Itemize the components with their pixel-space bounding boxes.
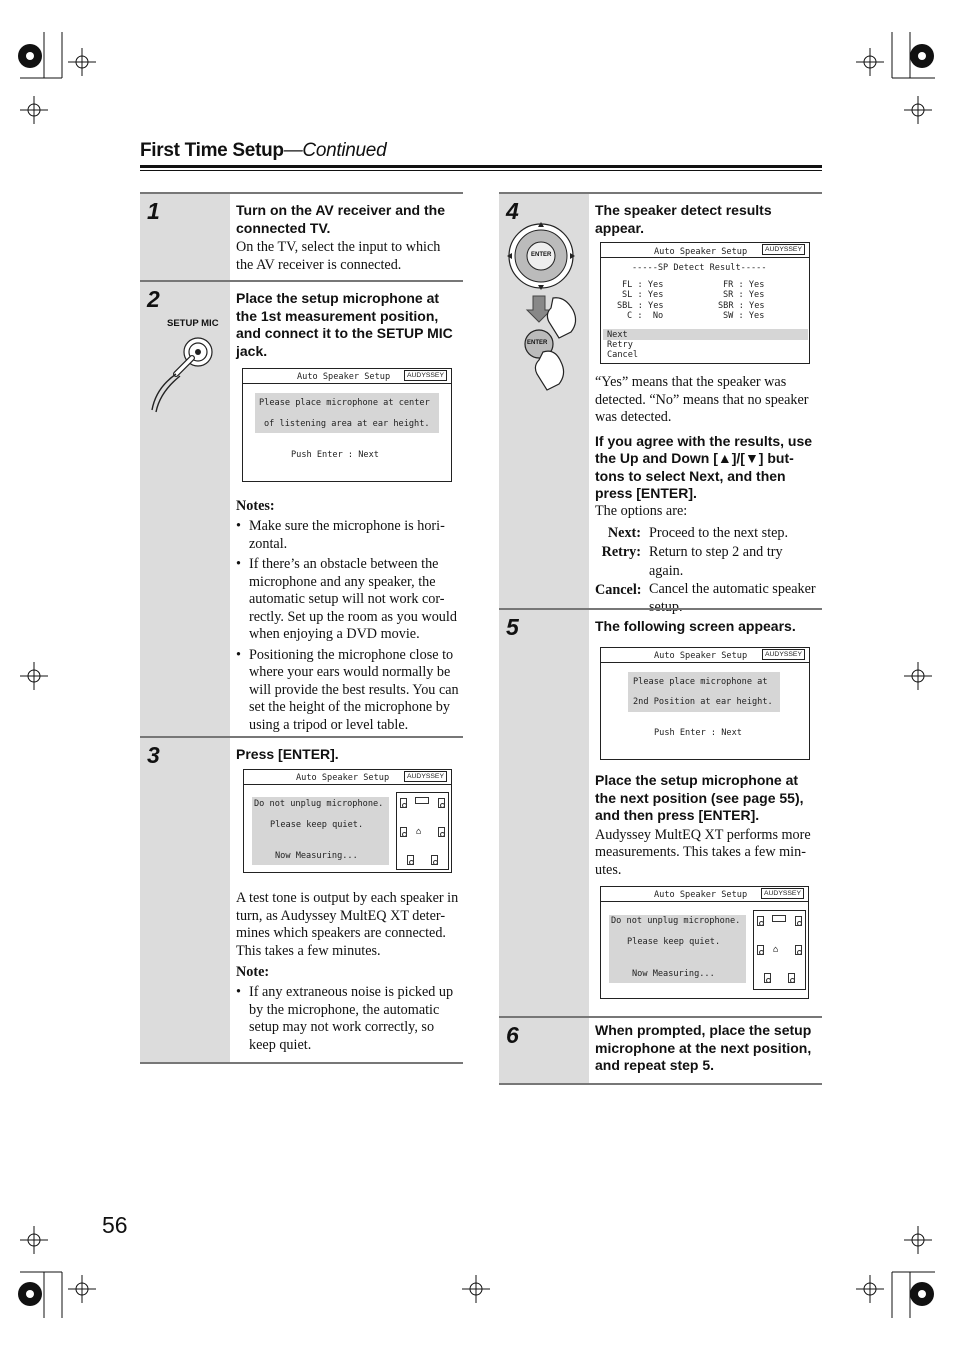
screen-line-1: Please place microphone at — [633, 677, 768, 687]
step-body: Audyssey MultEQ XT performs more measurements. This takes a few min-utes. — [595, 826, 811, 878]
list-item: • Positioning the microphone close to where your ears would normally be will provide the best results. You can set the height of the microphone by using a tripod or level table. — [236, 647, 461, 735]
screen-title: Auto Speaker Setup — [297, 372, 391, 382]
screen-line-2: of listening area at ear height. — [264, 419, 430, 429]
screen-title: Auto Speaker Setup — [296, 773, 390, 783]
step-5 — [499, 608, 822, 1018]
result-fl: FL : Yes — [622, 280, 664, 290]
tv-screen-place-mic — [242, 368, 452, 482]
result-sw: SW : Yes — [723, 311, 765, 321]
step-body: On the TV, select the input to which the AV receiver is connected. — [236, 239, 441, 273]
speaker-layout-icon: ⌂ — [753, 910, 806, 990]
screen-push-enter: Push Enter : Next — [654, 728, 742, 738]
list-item: • If there’s an obstacle between the microphone and any speaker, the automatic setup will not work cor-rectly. Set up the room as you would when enjoying a DVD movie. — [236, 556, 461, 644]
step-number: 4 — [506, 198, 519, 224]
step-body: A test tone is output by each speaker in turn, as Audyssey MultEQ XT deter-mines which speakers are connected. This takes a few minutes. — [236, 890, 459, 959]
screen-line-1: Please place microphone at center — [259, 398, 430, 408]
tv-screen-detect-result — [600, 242, 810, 364]
step-4 — [499, 192, 822, 615]
menu-retry[interactable]: Retry — [607, 340, 633, 350]
result-c: C : No — [627, 311, 664, 321]
result-header: -----SP Detect Result----- — [632, 263, 767, 273]
result-sbr: SBR : Yes — [718, 301, 765, 311]
option-next: Next: Proceed to the next step. — [607, 525, 789, 541]
header-rule — [140, 165, 822, 168]
microphone-plug-icon — [146, 330, 226, 420]
menu-cancel[interactable]: Cancel — [607, 350, 639, 360]
step-1 — [140, 192, 463, 282]
speaker-layout-icon: ⌂ — [396, 792, 449, 870]
step-heading: The speaker detect results appear. — [595, 202, 772, 236]
step-number: 1 — [147, 198, 160, 224]
step-2 — [140, 280, 463, 738]
screen-line-1: Do not unplug microphone. — [611, 916, 741, 926]
option-cancel: Cancel: Cancel the automatic speaker setup. — [595, 581, 816, 615]
step-number: 6 — [506, 1022, 519, 1048]
tv-screen-measuring — [243, 769, 452, 873]
screen-title: Auto Speaker Setup — [654, 890, 748, 900]
screen-line-3: Now Measuring... — [275, 851, 358, 861]
step-heading-2: Place the setup microphone at the next position (see page 55), and then press [ENTER]. — [595, 772, 804, 823]
step-heading: The following screen appears. — [595, 618, 796, 634]
tv-screen-2nd-position — [600, 647, 810, 760]
remote-enter-icon — [503, 218, 587, 398]
note-title: Note: — [236, 964, 270, 980]
list-item: • Make sure the microphone is hori-zontal. — [236, 518, 461, 553]
tv-screen-measuring-2 — [600, 886, 809, 999]
step-heading-2: If you agree with the results, use the Up and Down [▲]/[▼] but-tons to select Next, and then press [ENTER]. — [595, 432, 813, 501]
screen-push-enter: Push Enter : Next — [291, 450, 379, 460]
result-sr: SR : Yes — [723, 290, 765, 300]
step-body: “Yes” means that the speaker was detected. “No” means that no speaker was detected. — [595, 374, 809, 425]
result-fr: FR : Yes — [723, 280, 765, 290]
header-title: First Time Setup — [140, 140, 284, 161]
note-list — [236, 984, 461, 1054]
screen-line-2: Please keep quiet. — [627, 937, 721, 947]
header-continued: —Continued — [283, 140, 387, 161]
audyssey-badge: AUDYSSEY — [762, 649, 805, 660]
audyssey-badge: AUDYSSEY — [404, 370, 447, 381]
enter-button-label: ENTER — [531, 252, 552, 258]
audyssey-badge: AUDYSSEY — [404, 771, 447, 782]
step-heading: Press [ENTER]. — [236, 746, 339, 762]
option-retry: Retry: Return to step 2 and try again. — [601, 544, 783, 579]
step-number: 2 — [147, 286, 160, 312]
screen-line-3: Now Measuring... — [632, 969, 715, 979]
step-heading: Place the setup microphone at the 1st measurement position, and connect it to the SETUP MIC jack. — [236, 290, 453, 359]
notes-title: Notes: — [236, 498, 275, 514]
audyssey-badge: AUDYSSEY — [762, 244, 805, 255]
audyssey-badge: AUDYSSEY — [761, 888, 804, 899]
page-header — [140, 140, 386, 162]
screen-line-2: Please keep quiet. — [270, 820, 364, 830]
screen-title: Auto Speaker Setup — [654, 651, 748, 661]
step-heading: Turn on the AV receiver and the connected TV. — [236, 202, 446, 236]
options-list — [595, 524, 820, 616]
list-item: • If any extraneous noise is picked up by the microphone, the automatic setup may not work correctly, so keep quiet. — [236, 984, 461, 1054]
step-heading: When prompted, place the setup microphone at the next position, and repeat step 5. — [595, 1022, 812, 1073]
notes-list — [236, 518, 461, 734]
result-sl: SL : Yes — [622, 290, 664, 300]
screen-line-1: Do not unplug microphone. — [254, 799, 384, 809]
right-column-bottom-rule — [499, 1083, 822, 1085]
step-number: 3 — [147, 742, 160, 768]
result-sbl: SBL : Yes — [617, 301, 664, 311]
left-column-bottom-rule — [140, 1062, 463, 1064]
enter-button-label-2: ENTER — [527, 340, 548, 346]
step-number: 5 — [506, 614, 519, 640]
step-6 — [499, 1016, 822, 1084]
setup-mic-label: SETUP MIC — [167, 318, 219, 329]
menu-next[interactable]: Next — [607, 330, 628, 340]
step-3 — [140, 736, 463, 1064]
page-number: 56 — [102, 1212, 128, 1238]
screen-line-2: 2nd Position at ear height. — [633, 697, 773, 707]
header-rule-thin — [140, 170, 822, 171]
options-intro: The options are: — [595, 502, 688, 519]
screen-title: Auto Speaker Setup — [654, 247, 748, 257]
